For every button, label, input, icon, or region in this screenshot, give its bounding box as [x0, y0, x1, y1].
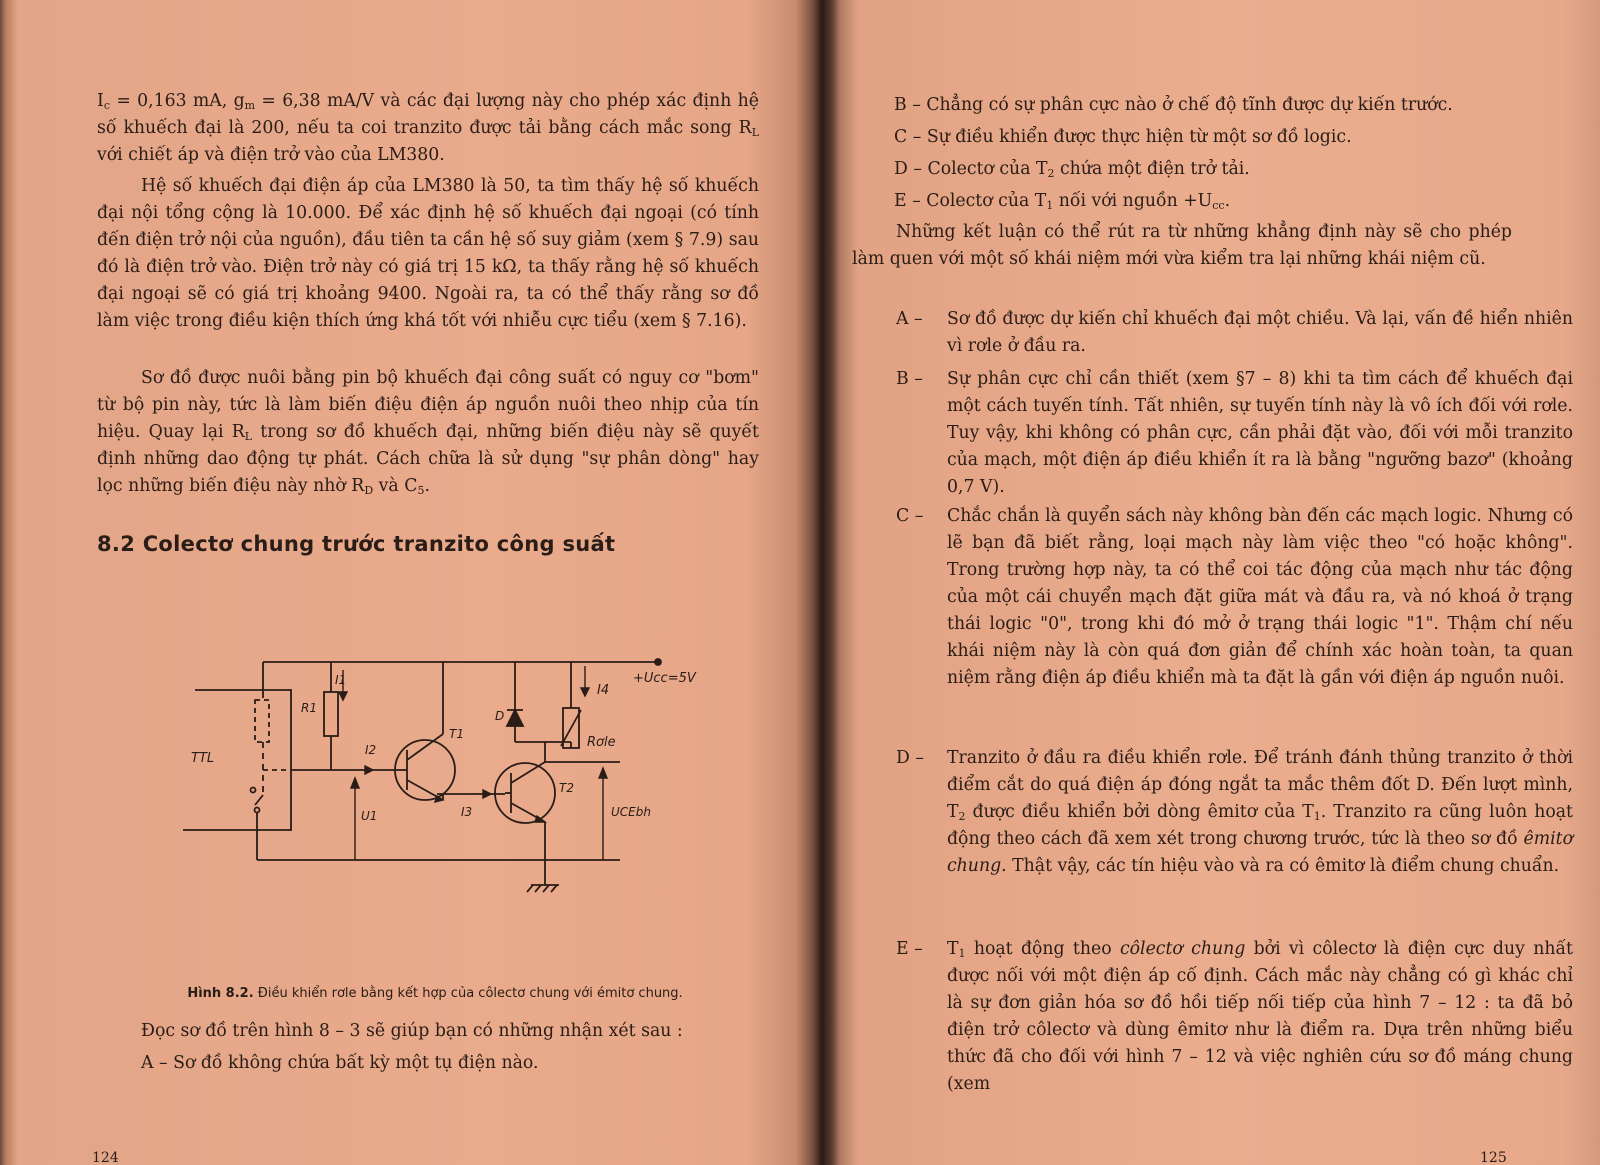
list-item-e: E – Colectơ của $T_1$ nối với nguồn $+U_{cc}$.	[894, 191, 1231, 212]
page-number-left: 124	[92, 1150, 119, 1165]
label-i3: I3	[461, 805, 473, 819]
label-i4: I4	[597, 683, 610, 698]
list-item-c: C – Sự điều khiển được thực hiện từ một sơ đồ logic.	[894, 127, 1352, 147]
label-t1: T1	[449, 727, 464, 741]
paragraph-3: Sơ đồ được nuôi bằng pin bộ khuếch đại công suất có nguy cơ "bơm" từ bộ pin này, tức là làm biến điệu điện áp nguồn nuôi theo nhịp của tín hiệu. Quay lại $R_L$ trong sơ đồ khuếch đại, những biến điệu này sẽ quyết định những dao động tự phát. Cách chữa là sử dụng "sự phân dòng" hay lọc những biến điệu này nhờ $R_D$ và $C_5$.	[97, 368, 760, 497]
label-d: D	[495, 709, 505, 723]
label-i1: I1	[335, 673, 347, 687]
label-role: Rơle	[587, 735, 616, 750]
label-ttl: TTL	[191, 751, 215, 766]
conclusion-item-d: D – Tranzito ở đầu ra điều khiển rơle. Để tránh đánh thủng tranzito ở thời điểm cắt do quá điện áp đóng ngắt ta mắc thêm đốt D. Đến lượt mình, $T_2$ được điều khiển bởi dòng êmitơ của $T_1$. Tranzito ra cũng luôn hoạt động theo cách đã xem xét trong chương trước, tức là theo sơ đồ êmitơ chung. Thật vậy, các tín hiệu vào và ra có êmitơ là điểm chung chuẩn.	[896, 748, 1573, 876]
book-gutter	[812, 0, 832, 1165]
section-heading: 8.2 Colectơ chung trước tranzito công suất	[97, 532, 616, 556]
list-item-d: D – Colectơ của $T_2$ chứa một điện trở tải.	[894, 159, 1250, 180]
page-number-right: 125	[1480, 1150, 1507, 1165]
label-r1: R1	[301, 701, 317, 715]
label-ucebh: UCEbh	[611, 805, 651, 819]
conclusion-paragraph: Những kết luận có thể rút ra từ những khẳng định này sẽ cho phép làm quen với một số khái niệm mới vừa kiểm tra lại những khái niệm cũ.	[852, 222, 1512, 269]
right-page	[832, 0, 1600, 1165]
conclusion-item-b: B – Sự phân cực chỉ cần thiết (xem §7 – 8) khi ta tìm cách để khuếch đại một cách tuyến tính. Tất nhiên, sự tuyến tính này là vô ích đối với rơle. Tuy vậy, khi không có phân cực, cần phải đặt vào, đối với mỗi tranzito của mạch, một điện áp điều khiển ít ra là bằng "ngưỡng bazơ" (khoảng 0,7 V).	[896, 369, 1573, 497]
figure-caption: Hình 8.2. Điều khiển rơle bằng kết hợp của côlectơ chung với émitơ chung.	[187, 986, 683, 1001]
conclusion-item-c: C – Chắc chắn là quyển sách này không bàn đến các mạch logic. Nhưng có lẽ bạn đã biết rằng, loại mạch này làm việc theo "có hoặc không". Trong trường hợp này, ta có thể coi tác động của mạch như tác động của một cái chuyển mạch đặt giữa mát và đầu ra, và nó khoá ở trạng thái logic "0", trong khi đó mở ở trạng thái logic "1". Thậm chí nếu khái niệm này là còn quá đơn giản để chính xác hoàn toàn, ta quan niệm rằng điện áp điều khiển mà ta đặt là gần với điện áp nguồn nuôi.	[896, 506, 1573, 688]
label-t2: T2	[559, 781, 574, 795]
label-ucc: +Ucc=5V	[633, 671, 696, 686]
paragraph-2: Hệ số khuếch đại điện áp của LM380 là 50, ta tìm thấy hệ số khuếch đại nội tổng cộng là 10.000. Để xác định hệ số khuếch đại ngoại (có tính đến điện trở nội của nguồn), đầu tiên ta cần hệ số suy giảm (xem § 7.9) sau đó là điện trở vào. Điện trở này có giá trị 15 kΩ, ta thấy rằng hệ số khuếch đại ngoại sẽ có giá trị khoảng 9400. Ngoài ra, ta có thể thấy rằng sơ đồ làm việc trong điều kiện thích ứng khá tốt với nhiễu cực tiểu (xem § 7.16).	[97, 176, 759, 331]
label-u1: U1	[361, 809, 378, 823]
list-item-b: B – Chẳng có sự phân cực nào ở chế độ tĩnh được dự kiến trước.	[894, 95, 1453, 115]
paragraph-1: $I_c = 0,163$ mA, $g_m = 6,38$ mA/V và các đại lượng này cho phép xác định hệ số khuếch đại là 200, nếu ta coi tranzito được tải bằng cách mắc song $R_L$ với chiết áp và điện trở vào của LM380.	[97, 91, 759, 165]
paragraph-4: Đọc sơ đồ trên hình 8 – 3 sẽ giúp bạn có những nhận xét sau :	[141, 1021, 683, 1041]
conclusion-item-a: A – Sơ đồ được dự kiến chỉ khuếch đại một chiều. Và lại, vấn đề hiển nhiên vì rơle ở đầu ra.	[896, 309, 1573, 356]
circuit-diagram	[175, 650, 735, 910]
list-item-a: A – Sơ đồ không chứa bất kỳ một tụ điện nào.	[141, 1053, 539, 1073]
label-i2: I2	[365, 743, 377, 757]
conclusion-item-e: E – $T_1$ hoạt động theo côlectơ chung bởi vì côlectơ là điện cực duy nhất được nối với một điện áp cố định. Cách mắc này chẳng có gì khác chỉ là sự đơn giản hóa sơ đồ hồi tiếp nối tiếp của hình 7 – 12 : ta đã bỏ điện trở côlectơ và dùng êmitơ như là điểm ra. Dựa trên những biểu thức đã cho đối với hình 7 – 12 và việc nghiên cứu sơ đồ máng chung (xem	[896, 939, 1573, 1094]
